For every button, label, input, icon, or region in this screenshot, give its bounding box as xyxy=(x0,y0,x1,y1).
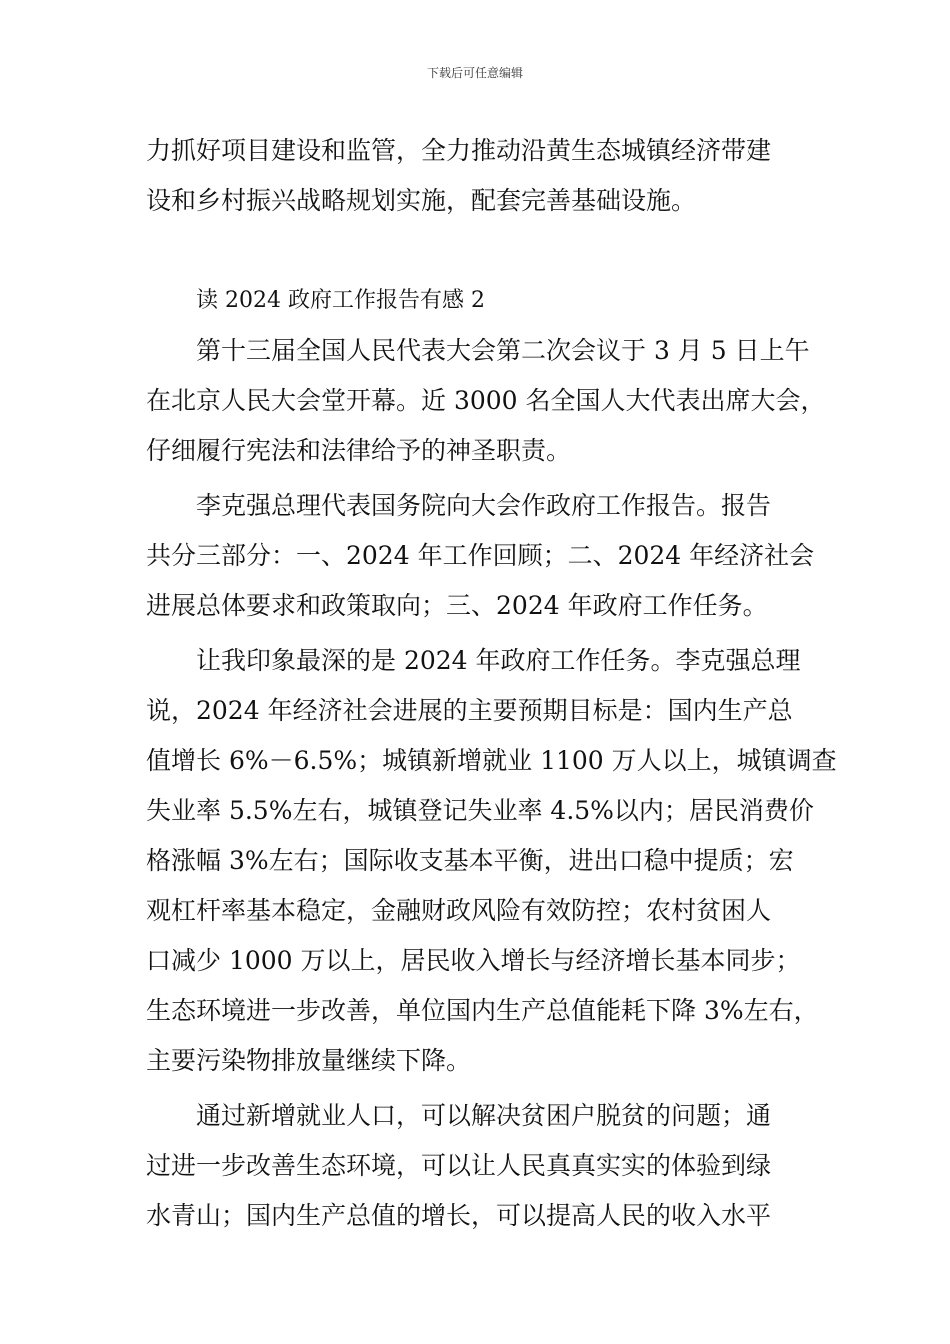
paragraph-line: 力抓好项目建设和监管，全力推动沿黄生态城镇经济带建 xyxy=(146,136,772,165)
paragraph-line: 生态环境进一步改善，单位国内生产总值能耗下降 3%左右， xyxy=(146,996,819,1025)
paragraph-line: 进展总体要求和政策取向；三、2024 年政府工作任务。 xyxy=(146,591,768,620)
paragraph-line: 主要污染物排放量继续下降。 xyxy=(146,1046,472,1075)
paragraph-line: 值增长 6%－6.5%；城镇新增就业 1100 万人以上，城镇调查 xyxy=(146,746,837,775)
paragraph-line: 李克强总理代表国务院向大会作政府工作报告。报告 xyxy=(196,491,772,520)
paragraph-line: 通过新增就业人口，可以解决贫困户脱贫的问题；通 xyxy=(196,1101,772,1130)
paragraph-line: 第十三届全国人民代表大会第二次会议于 3 月 5 日上午 xyxy=(196,336,810,365)
paragraph-line: 让我印象最深的是 2024 年政府工作任务。李克强总理 xyxy=(196,646,801,675)
paragraph-gap xyxy=(146,226,816,274)
paragraph-5 xyxy=(146,1091,816,1241)
paragraph-line: 观杠杆率基本稳定，金融财政风险有效防控；农村贫困人 xyxy=(146,896,772,925)
paragraph-line: 仔细履行宪法和法律给予的神圣职责。 xyxy=(146,436,572,465)
document-body xyxy=(146,126,837,1241)
paragraph-line: 共分三部分：一、2024 年工作回顾；二、2024 年经济社会 xyxy=(146,541,815,570)
paragraph-line: 在北京人民大会堂开幕。近 3000 名全国人大代表出席大会， xyxy=(146,386,826,415)
paragraph-3 xyxy=(146,481,816,631)
paragraph-line: 水青山；国内生产总值的增长，可以提高人民的收入水平 xyxy=(146,1201,772,1230)
section-heading: 读 2024 政府工作报告有感 2 xyxy=(196,288,485,313)
paragraph-2 xyxy=(146,326,826,476)
paragraph-line: 设和乡村振兴战略规划实施，配套完善基础设施。 xyxy=(146,186,697,215)
paragraph-line: 失业率 5.5%左右，城镇登记失业率 4.5%以内；居民消费价 xyxy=(146,796,814,825)
paragraph-line: 过进一步改善生态环境，可以让人民真真实实的体验到绿 xyxy=(146,1151,772,1180)
paragraph-line: 格涨幅 3%左右；国际收支基本平衡，进出口稳中提质；宏 xyxy=(146,846,794,875)
paragraph-1 xyxy=(146,126,816,226)
paragraph-line: 口减少 1000 万以上，居民收入增长与经济增长基本同步； xyxy=(146,946,801,975)
page-header: 下载后可任意编辑 xyxy=(426,66,523,80)
paragraph-4 xyxy=(146,636,837,1086)
paragraph-line: 说，2024 年经济社会进展的主要预期目标是：国内生产总 xyxy=(146,696,793,725)
